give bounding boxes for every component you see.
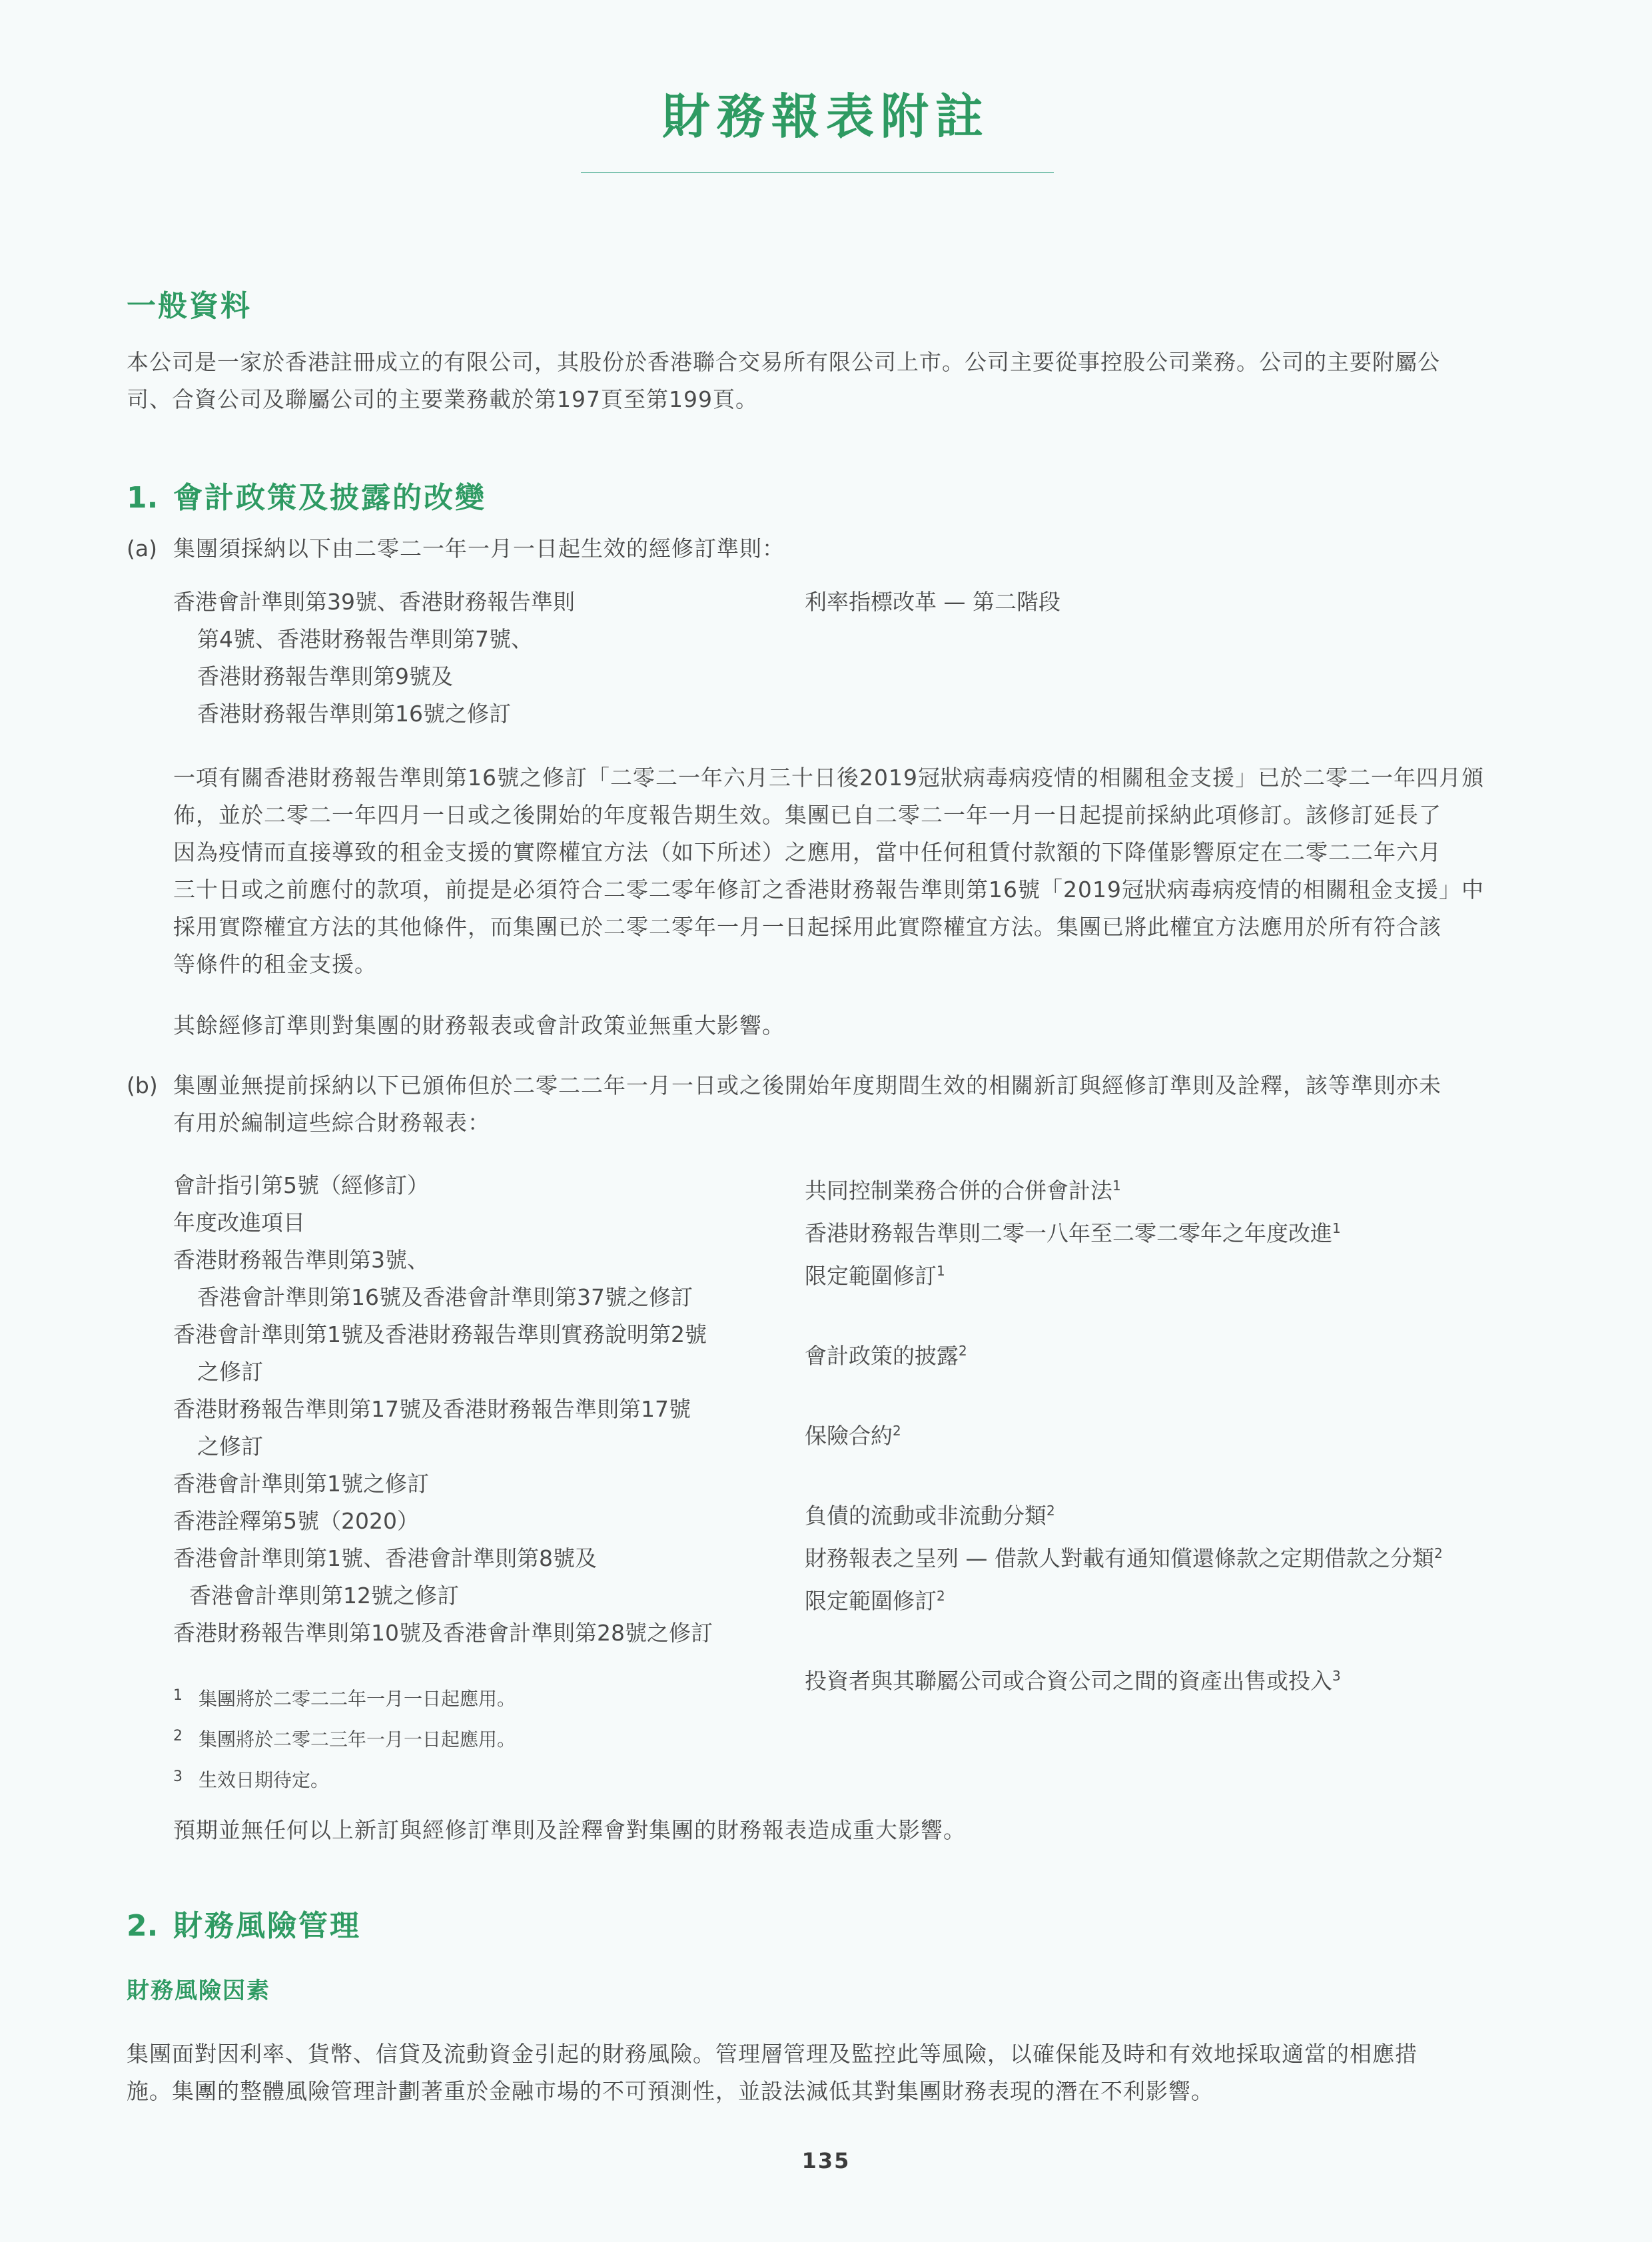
footnote-ref: 3: [1332, 1668, 1341, 1684]
title-divider: [581, 172, 1054, 173]
standard-line: 香港會計準則第39號、香港財務報告準則: [173, 589, 575, 615]
footnote-ref: 2: [893, 1423, 901, 1439]
paragraph-line: 施。集團的整體風險管理計劃著重於金融市場的不可預測性，並設法減低其對集團財務表現的潛在不利影響。: [127, 2078, 1214, 2104]
standard-line: 香港財務報告準則第10號及香港會計準則第28號之修訂: [173, 1620, 713, 1646]
general-line: 司、合資公司及聯屬公司的主要業務載於第197頁至第199頁。: [127, 386, 758, 412]
general-paragraph: [127, 344, 1525, 418]
general-heading: 一般資料: [127, 289, 252, 323]
footnote-list: [173, 1677, 516, 1799]
page-title: 財務報表附註: [661, 89, 990, 145]
standard-description: 財務報表之呈列 — 借款人對載有通知償還條款之定期借款之分類$^2$: [805, 1545, 1443, 1571]
footnote-ref: 2: [1046, 1503, 1055, 1519]
paragraph-line: 等條件的租金支援。: [173, 951, 377, 977]
item-b-closing: 預期並無任何以上新訂與經修訂準則及詮釋會對集團的財務報表造成重大影響。: [173, 1817, 966, 1843]
standard-line: 香港會計準則第1號之修訂: [173, 1471, 429, 1497]
standard-line: 香港財務報告準則第17號及香港財務報告準則第17號: [173, 1396, 691, 1422]
footnote-ref: 1: [1112, 1178, 1121, 1194]
item-a-paragraph: [173, 759, 1525, 983]
item-a-label: (a): [127, 536, 157, 561]
standard-description: 限定範圍修訂$^2$: [805, 1588, 945, 1614]
paragraph-line: 集團面對因利率、貨幣、信貸及流動資金引起的財務風險。管理層管理及監控此等風險，以確保能及時和有效地採取適當的相應措: [127, 2041, 1418, 2067]
standard-line: 之修訂: [197, 1433, 263, 1459]
footnote: 1 集團將於二零二二年一月一日起應用。: [173, 1687, 516, 1710]
standard-description: 限定範圍修訂$^1$: [805, 1263, 945, 1289]
section-number: 1.: [127, 481, 159, 515]
item-a-standards-list: [173, 583, 575, 733]
item-a-standard-description: 利率指標改革 — 第二階段: [805, 589, 1060, 615]
standard-line: 香港財務報告準則第3號、: [173, 1247, 429, 1273]
standard-line: 香港會計準則第12號之修訂: [189, 1583, 459, 1609]
section2-paragraph: [127, 2036, 1525, 2110]
paragraph-line: 採用實際權宜方法的其他條件，而集團已於二零二零年一月一日起採用此實際權宜方法。集團已將此權宜方法應用於所有符合該: [173, 914, 1442, 940]
standard-description: 會計政策的披露$^2$: [805, 1343, 967, 1369]
section1-heading: [127, 478, 486, 518]
general-line: 本公司是一家於香港註冊成立的有限公司，其股份於香港聯合交易所有限公司上市。公司主要從事控股公司業務。公司的主要附屬公: [127, 349, 1440, 375]
section-number: 2.: [127, 1909, 159, 1943]
standard-line: 香港會計準則第16號及香港會計準則第37號之修訂: [197, 1284, 693, 1310]
paragraph-line: 佈，並於二零二一年四月一日或之後開始的年度報告期生效。集團已自二零二一年一月一日起提前採納此項修訂。該修訂延長了: [173, 802, 1442, 828]
section2-subheading: 財務風險因素: [127, 1978, 270, 2004]
footnote-ref: 2: [959, 1343, 967, 1359]
page-number: 135: [801, 2148, 851, 2173]
standard-line: 香港財務報告準則第16號之修訂: [197, 701, 511, 727]
standard-description: 負債的流動或非流動分類$^2$: [805, 1503, 1055, 1529]
section-title: 財務風險管理: [173, 1909, 361, 1943]
standard-line: 香港會計準則第1號及香港財務報告準則實務說明第2號: [173, 1321, 707, 1347]
standard-description: 共同控制業務合併的合併會計法$^1$: [805, 1178, 1121, 1204]
section2-heading: [127, 1906, 361, 1946]
standard-line: 年度改進項目: [173, 1210, 305, 1236]
standard-line: 第4號、香港財務報告準則第7號、: [197, 626, 533, 652]
standard-line: 香港會計準則第1號、香港會計準則第8號及: [173, 1545, 597, 1571]
intro-line: 集團並無提前採納以下已頒佈但於二零二二年一月一日或之後開始年度期間生效的相關新訂與經修訂準則及詮釋，該等準則亦未: [173, 1072, 1442, 1098]
item-a-intro: 集團須採納以下由二零二一年一月一日起生效的經修訂準則：: [173, 536, 785, 561]
intro-line: 有用於編制這些綜合財務報表：: [173, 1110, 490, 1136]
footnote-ref: 1: [1332, 1220, 1341, 1236]
item-b-standards-right: [805, 1167, 1443, 1700]
standard-description: 香港財務報告準則二零一八年至二零二零年之年度改進$^1$: [805, 1220, 1341, 1246]
item-b-label: (b): [127, 1072, 158, 1098]
standard-line: 之修訂: [197, 1359, 263, 1385]
section-title: 會計政策及披露的改變: [173, 481, 486, 515]
standard-line: 香港詮釋第5號（2020）: [173, 1508, 419, 1534]
footnote: 3 生效日期待定。: [173, 1768, 330, 1791]
footnote-ref: 2: [937, 1588, 945, 1604]
paragraph-line: 因為疫情而直接導致的租金支援的實際權宜方法（如下所述）之應用，當中任何租賃付款額的下降僅影響原定在二零二二年六月: [173, 839, 1442, 865]
item-b-standards-left: [173, 1167, 713, 1652]
standard-description: 投資者與其聯屬公司或合資公司之間的資產出售或投入$^3$: [805, 1668, 1341, 1694]
paragraph-line: 三十日或之前應付的款項，前提是必須符合二零二零年修訂之香港財務報告準則第16號「2019冠狀病毒病疫情的相關租金支援」中: [173, 877, 1484, 903]
paragraph-line: 一項有關香港財務報告準則第16號之修訂「二零二一年六月三十日後2019冠狀病毒病疫情的相關租金支援」已於二零二一年四月頒: [173, 765, 1484, 791]
standard-line: 香港財務報告準則第9號及: [197, 663, 453, 689]
item-a-closing: 其餘經修訂準則對集團的財務報表或會計政策並無重大影響。: [173, 1012, 785, 1038]
item-b-intro: [173, 1067, 1525, 1142]
footnote-ref: 1: [937, 1263, 945, 1279]
standard-description: 保險合約$^2$: [805, 1423, 901, 1449]
footnote-ref: 2: [1434, 1545, 1443, 1561]
footnote: 2 集團將於二零二三年一月一日起應用。: [173, 1728, 516, 1750]
standard-line: 會計指引第5號（經修訂）: [173, 1172, 429, 1198]
